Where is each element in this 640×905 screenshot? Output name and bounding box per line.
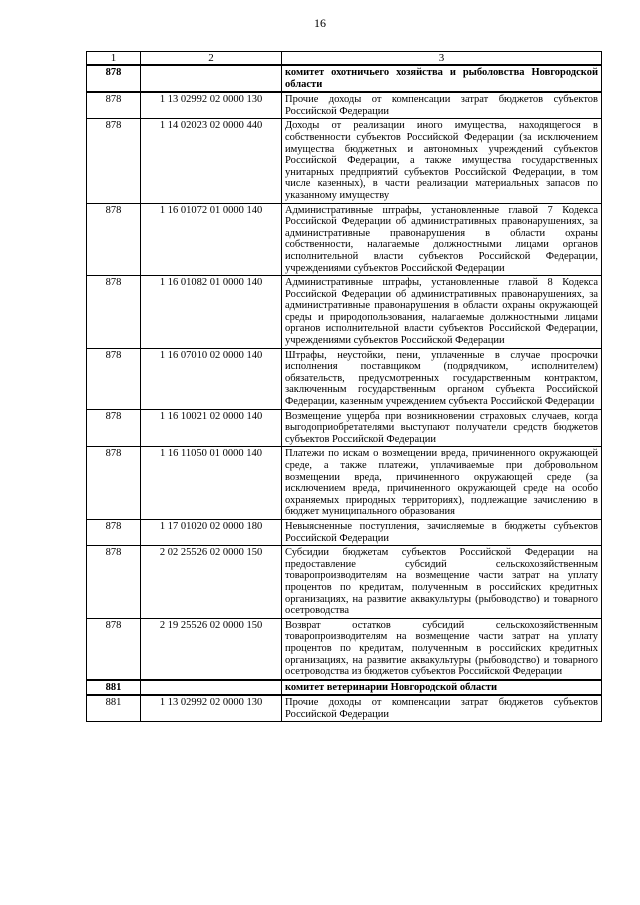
page-number: 16	[314, 16, 326, 30]
revenue-code-cell: 2 19 25526 02 0000 150	[141, 618, 282, 679]
description-cell: Административные штрафы, установленные главой 8 Кодекса Российской Федерации об административных правонарушениях, за административные правонарушения в области охраны окружающей среды и природопользования, налагаемые должностными лицами органов исполнительной власти субъектов Российской Федерации, учреждениями субъектов Российской Федерации	[282, 276, 602, 349]
admin-code-cell: 878	[87, 348, 141, 409]
column-header-2: 2	[141, 52, 282, 66]
table-row	[87, 519, 602, 545]
section-header-row	[87, 65, 602, 92]
admin-code-cell: 881	[87, 680, 141, 696]
admin-code-cell: 878	[87, 276, 141, 349]
table-row	[87, 276, 602, 349]
description-cell: Субсидии бюджетам субъектов Российской Федерации на предоставление субсидий сельскохозяйственным товаропроизводителям на возмещение части затрат на уплату процентов по кредитам, полученным в российских кредитных организациях, на развитие аквакультуры (рыбоводство) и товарного осетроводства	[282, 546, 602, 619]
description-cell: Доходы от реализации иного имущества, находящегося в собственности субъектов Российской Федерации (за исключением имущества бюджетных и автономных учреждений субъектов Российской Федерации, а также имущества государственных унитарных предприятий субъектов Российской Федерации, в том числе казенных), в части реализации материальных запасов по указанному имуществу	[282, 119, 602, 203]
revenue-code-cell: 1 14 02023 02 0000 440	[141, 119, 282, 203]
admin-code-cell: 878	[87, 119, 141, 203]
column-header-1: 1	[87, 52, 141, 66]
revenue-code-cell	[141, 680, 282, 696]
table-row	[87, 348, 602, 409]
description-cell: Возврат остатков субсидий сельскохозяйственным товаропроизводителям на возмещение части затрат на уплату процентов по кредитам, полученным в российских кредитных организациях, на развитие аквакультуры (рыбоводство) и товарного осетроводства из бюджетов субъектов Российской Федерации	[282, 618, 602, 679]
description-cell: Штрафы, неустойки, пени, уплаченные в случае просрочки исполнения поставщиком (подрядчиком, исполнителем) обязательств, предусмотренных государственным контрактом, заключенным государственным органом субъекта Российской Федерации, казенным учреждением субъекта Российской Федерации	[282, 348, 602, 409]
section-title-cell: комитет ветеринарии Новгородской области	[282, 680, 602, 696]
revenue-code-cell: 2 02 25526 02 0000 150	[141, 546, 282, 619]
admin-code-cell: 878	[87, 519, 141, 545]
revenue-code-cell: 1 16 01072 01 0000 140	[141, 203, 282, 276]
admin-code-cell: 878	[87, 92, 141, 119]
column-header-row	[87, 52, 602, 66]
revenue-code-cell	[141, 65, 282, 92]
description-cell: Невыясненные поступления, зачисляемые в бюджеты субъектов Российской Федерации	[282, 519, 602, 545]
table-row	[87, 119, 602, 203]
description-cell: Прочие доходы от компенсации затрат бюджетов субъектов Российской Федерации	[282, 92, 602, 119]
table-row	[87, 695, 602, 722]
revenue-code-cell: 1 16 07010 02 0000 140	[141, 348, 282, 409]
revenue-code-cell: 1 16 11050 01 0000 140	[141, 447, 282, 520]
description-cell: Возмещение ущерба при возникновении страховых случаев, когда выгодоприобретателями выступают получатели средств бюджетов субъектов Российской Федерации	[282, 409, 602, 447]
revenue-code-cell: 1 13 02992 02 0000 130	[141, 92, 282, 119]
table-row	[87, 92, 602, 119]
admin-code-cell: 878	[87, 65, 141, 92]
revenue-codes-table	[86, 51, 602, 722]
admin-code-cell: 878	[87, 409, 141, 447]
column-header-3: 3	[282, 52, 602, 66]
admin-code-cell: 878	[87, 203, 141, 276]
revenue-code-cell: 1 16 10021 02 0000 140	[141, 409, 282, 447]
table-row	[87, 409, 602, 447]
description-cell: Прочие доходы от компенсации затрат бюджетов субъектов Российской Федерации	[282, 695, 602, 722]
admin-code-cell: 881	[87, 695, 141, 722]
section-title-cell: комитет охотничьего хозяйства и рыболовства Новгородской области	[282, 65, 602, 92]
revenue-code-cell: 1 17 01020 02 0000 180	[141, 519, 282, 545]
description-cell: Административные штрафы, установленные главой 7 Кодекса Российской Федерации об административных правонарушениях, за административные правонарушения в области охраны собственности, налагаемые должностными лицами органов исполнительной власти субъектов Российской Федерации, учреждениями субъектов Российской Федерации	[282, 203, 602, 276]
revenue-code-cell: 1 13 02992 02 0000 130	[141, 695, 282, 722]
table-row	[87, 546, 602, 619]
description-cell: Платежи по искам о возмещении вреда, причиненного окружающей среде, а также платежи, уплачиваемые при добровольном возмещении вреда, причиненного окружающей среде (за исключением вреда, причиненного окружающей среде на особо охраняемых природных территориях), подлежащие зачислению в бюджет муниципального образования	[282, 447, 602, 520]
table-row	[87, 203, 602, 276]
admin-code-cell: 878	[87, 618, 141, 679]
revenue-code-cell: 1 16 01082 01 0000 140	[141, 276, 282, 349]
section-header-row	[87, 680, 602, 696]
table-row	[87, 447, 602, 520]
admin-code-cell: 878	[87, 447, 141, 520]
admin-code-cell: 878	[87, 546, 141, 619]
table-row	[87, 618, 602, 679]
